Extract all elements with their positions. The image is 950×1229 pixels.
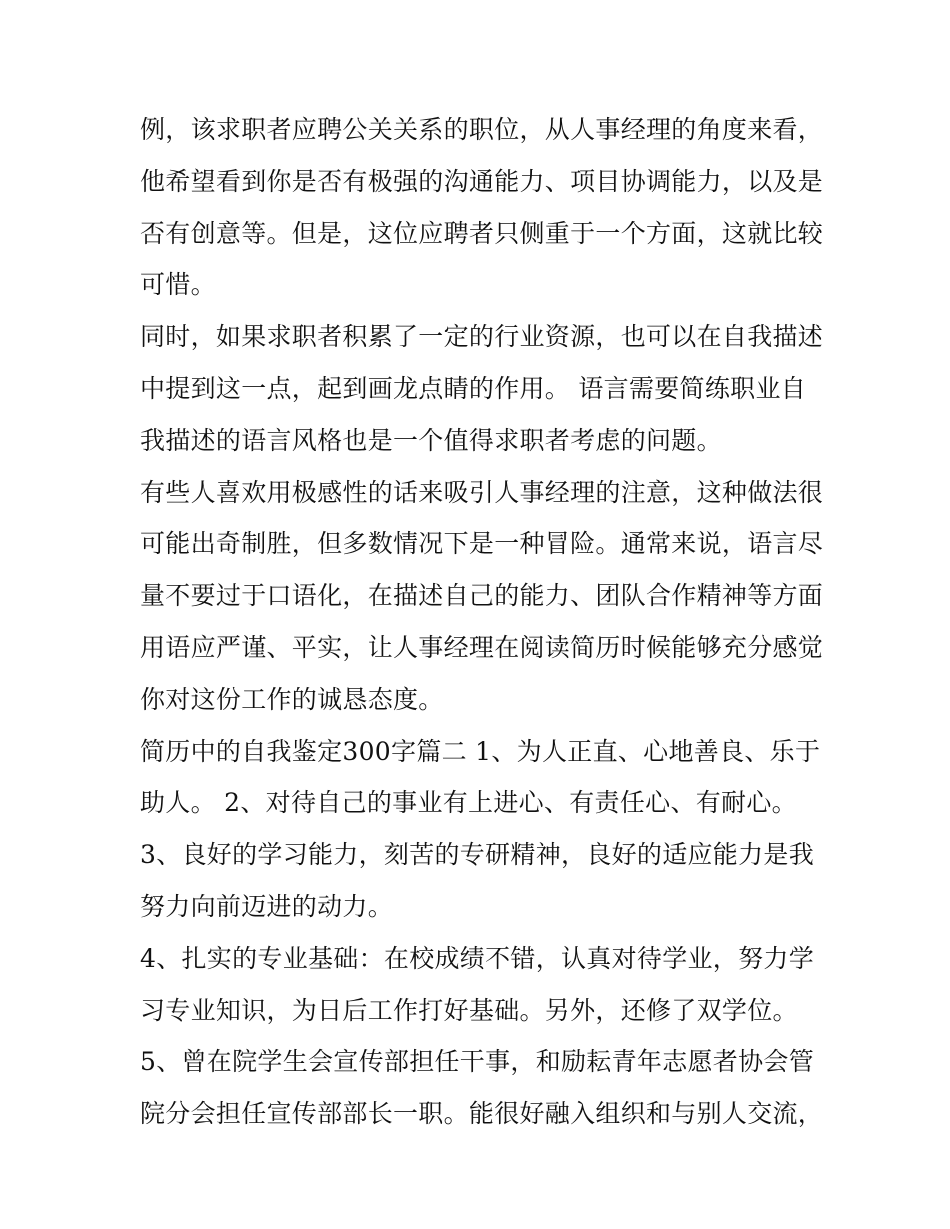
text-line: 院分会担任宣传部部长一职。能很好融入组织和与别人交流， xyxy=(140,1099,824,1129)
text-line: 量不要过于口语化，在描述自己的能力、团队合作精神等方面 xyxy=(140,581,824,611)
text-line: 我描述的语言风格也是一个值得求职者考虑的问题。 xyxy=(140,425,722,455)
text-line: 例，该求职者应聘公关关系的职位，从人事经理的角度来看， xyxy=(140,115,824,144)
text-line: 否有创意等。但是，这位应聘者只侧重于一个方面，这就比较 xyxy=(140,218,824,248)
text-line: 努力向前迈进的动力。 xyxy=(140,891,394,921)
text-line: 你对这份工作的诚恳态度。 xyxy=(140,684,444,714)
text-line: 有些人喜欢用极感性的话来吸引人事经理的注意，这种做法很 xyxy=(140,477,824,507)
text-line: 3、良好的学习能力，刻苦的专研精神，良好的适应能力是我 xyxy=(140,840,815,870)
text-line: 中提到这一点，起到画龙点睛的作用。 语言需要简练职业自 xyxy=(140,373,807,403)
text-line: 习专业知识，为日后工作打好基础。另外，还修了双学位。 xyxy=(140,995,798,1025)
text-line: 他希望看到你是否有极强的沟通能力、项目协调能力，以及是 xyxy=(140,166,824,196)
text-line: 5、曾在院学生会宣传部担任干事，和励耘青年志愿者协会管 xyxy=(140,1047,815,1077)
text-line: 简历中的自我鉴定300字篇二 1、为人正直、心地善良、乐于 xyxy=(140,736,821,766)
text-line: 可惜。 xyxy=(140,270,216,300)
text-line: 4、扎实的专业基础：在校成绩不错，认真对待学业，努力学 xyxy=(140,943,815,973)
text-line: 助人。 2、对待自己的事业有上进心、有责任心、有耐心。 xyxy=(140,788,797,818)
document-body xyxy=(140,104,830,1140)
text-line: 可能出奇制胜，但多数情况下是一种冒险。通常来说，语言尽 xyxy=(140,529,824,559)
text-line: 同时，如果求职者积累了一定的行业资源，也可以在自我描述 xyxy=(140,322,824,352)
text-line: 用语应严谨、平实，让人事经理在阅读简历时候能够充分感觉 xyxy=(140,632,824,662)
